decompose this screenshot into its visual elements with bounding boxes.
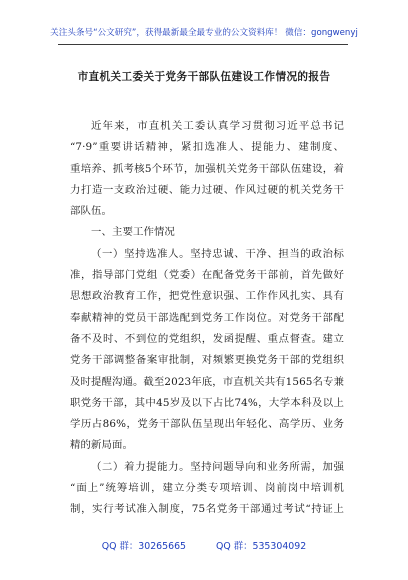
paragraph-line: （一）坚持选准人。坚持忠诚、干净、担当的政治标 [91,247,344,260]
paragraph-line: 力打造一支政治过硬、能力过硬、作风过硬的机关党务干 [70,183,344,196]
paragraph-line: 制，实行考试准入制度，75名党务干部通过考试“持证上 [70,503,344,516]
paragraph-line: 准，指导部门党组（党委）在配备党务干部前，首先做好 [70,269,344,282]
document-body [70,116,344,521]
paragraph-line: （二）着力提能力。坚持问题导向和业务所需，加强 [91,460,344,473]
header-divider [58,44,348,45]
paragraph-line: “7·9”重要讲话精神，紧扣选准人、提能力、建制度、 [70,141,344,154]
paragraph-line: 职党务干部，其中45岁及以下占比74%，大学本科及以上 [70,396,344,409]
section-heading: 一、主要工作情况 [91,226,175,239]
paragraph-line: 党务干部调整备案审批制，对频繁更换党务干部的党组织 [70,354,344,367]
paragraph-line: “面上”统筹培训，建立分类专项培训、岗前岗中培训机 [70,482,344,495]
paragraph-line: 近年来，市直机关工委认真学习贯彻习近平总书记 [91,120,344,132]
paragraph-line: 奉献精神的党员干部选配到党务工作岗位。对党务干部配 [70,311,344,324]
paragraph-line: 部队伍。 [70,205,112,218]
promo-banner: 关注头条号“公文研究”，获得最新最全最专业的公文资料库！ 微信：gongwenyj [50,28,358,38]
paragraph-line: 重培养、抓考核5个环节，加强机关党务干部队伍建设，着 [70,162,344,175]
paragraph-line: 备不及时、不到位的党组织，发函提醒、重点督查。建立 [70,332,344,345]
qq-group-1: QQ 群：30265665 [101,541,187,552]
footer-contacts [0,538,408,552]
document-title: 市直机关工委关于党务干部队伍建设工作情况的报告 [77,71,331,83]
qq-group-2: QQ 群：535304092 [216,541,307,552]
paragraph-line: 学历占86%，党务干部队伍呈现出年轻化、高学历、业务 [70,418,344,431]
paragraph-line: 精的新局面。 [70,439,133,452]
paragraph-line: 思想政治教育工作，把党性意识强、工作作风扎实、具有 [70,290,344,303]
paragraph-line: 及时提醒沟通。截至2023年底，市直机关共有1565名专兼 [70,375,344,388]
